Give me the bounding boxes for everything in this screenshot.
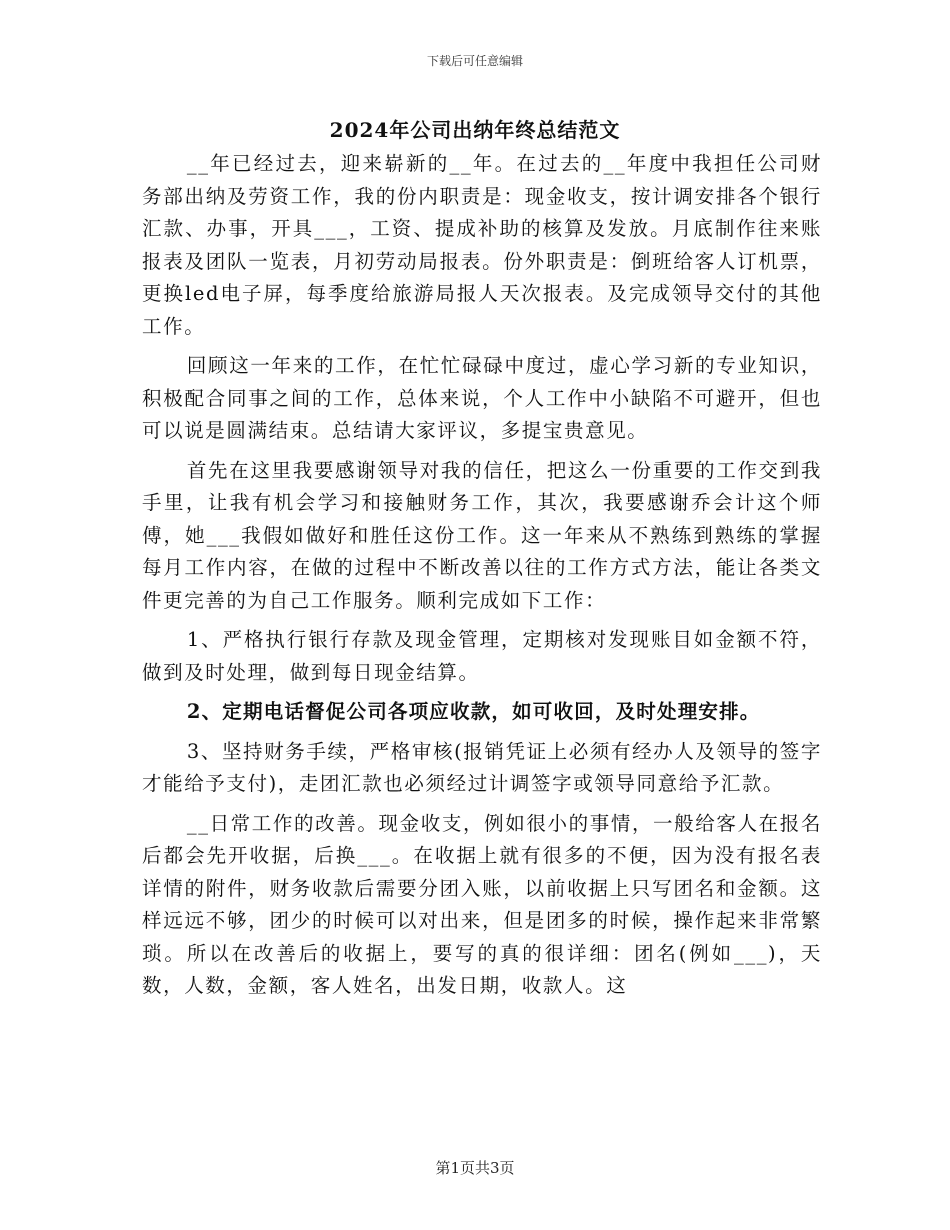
paragraph-item-2: 2、定期电话督促公司各项应收款，如可收回，及时处理安排。 <box>186 700 761 723</box>
paragraph-thanks: 首先在这里我要感谢领导对我的信任，把这么一份重要的工作交到我手里，让我有机会学习和接触财务工作，其次，我要感谢乔会计这个师傅，她___我假如做好和胜任这份工作。这一年来从不熟练到熟练的掌握每月工作内容，在做的过程中不断改善以往的工作方式方法，能让各类文件更完善的为自己工作服务。顺利完成如下工作： <box>142 458 822 612</box>
paragraph-item-3: 3、坚持财务手续，严格审核(报销凭证上必须有经办人及领导的签字才能给予支付)，走团汇款也必须经过计调签字或领导同意给予汇款。 <box>142 739 822 795</box>
paragraph-review: 回顾这一年来的工作，在忙忙碌碌中度过，虚心学习新的专业知识，积极配合同事之间的工作，总体来说，个人工作中小缺陷不可避开，但也可以说是圆满结束。总结请大家评议，多提宝贵意见。 <box>142 354 822 442</box>
paragraph-improvement: __日常工作的改善。现金收支，例如很小的事情，一般给客人在报名后都会先开收据，后换___。在收据上就有很多的不便，因为没有报名表详情的附件，财务收款后需要分团入账，以前收据上只写团名和金额。这样远远不够，团少的时候可以对出来，但是团多的时候，操作起来非常繁琐。所以在改善后的收据上，要写的真的很详细：团名(例如___)，天数，人数，金额，客人姓名，出发日期，收款人。这 <box>142 811 822 997</box>
page-number: 第1页共3页 <box>435 1159 515 1177</box>
document-body <box>142 148 822 1010</box>
paragraph-item-1: 1、严格执行银行存款及现金管理，定期核对发现账目如金额不符，做到及时处理，做到每日现金结算。 <box>142 628 822 684</box>
page-header-note: 下载后可任意编辑 <box>426 54 523 68</box>
paragraph-intro: __年已经过去，迎来崭新的__年。在过去的__年度中我担任公司财务部出纳及劳资工作，我的份内职责是：现金收支，按计调安排各个银行汇款、办事，开具___，工资、提成补助的核算及发放。月底制作往来账报表及团队一览表，月初劳动局报表。份外职责是：倒班给客人订机票，更换led电子屏，每季度给旅游局报人天次报表。及完成领导交付的其他工作。 <box>142 152 822 338</box>
document-title: 2024年公司出纳年终总结范文 <box>329 118 621 142</box>
